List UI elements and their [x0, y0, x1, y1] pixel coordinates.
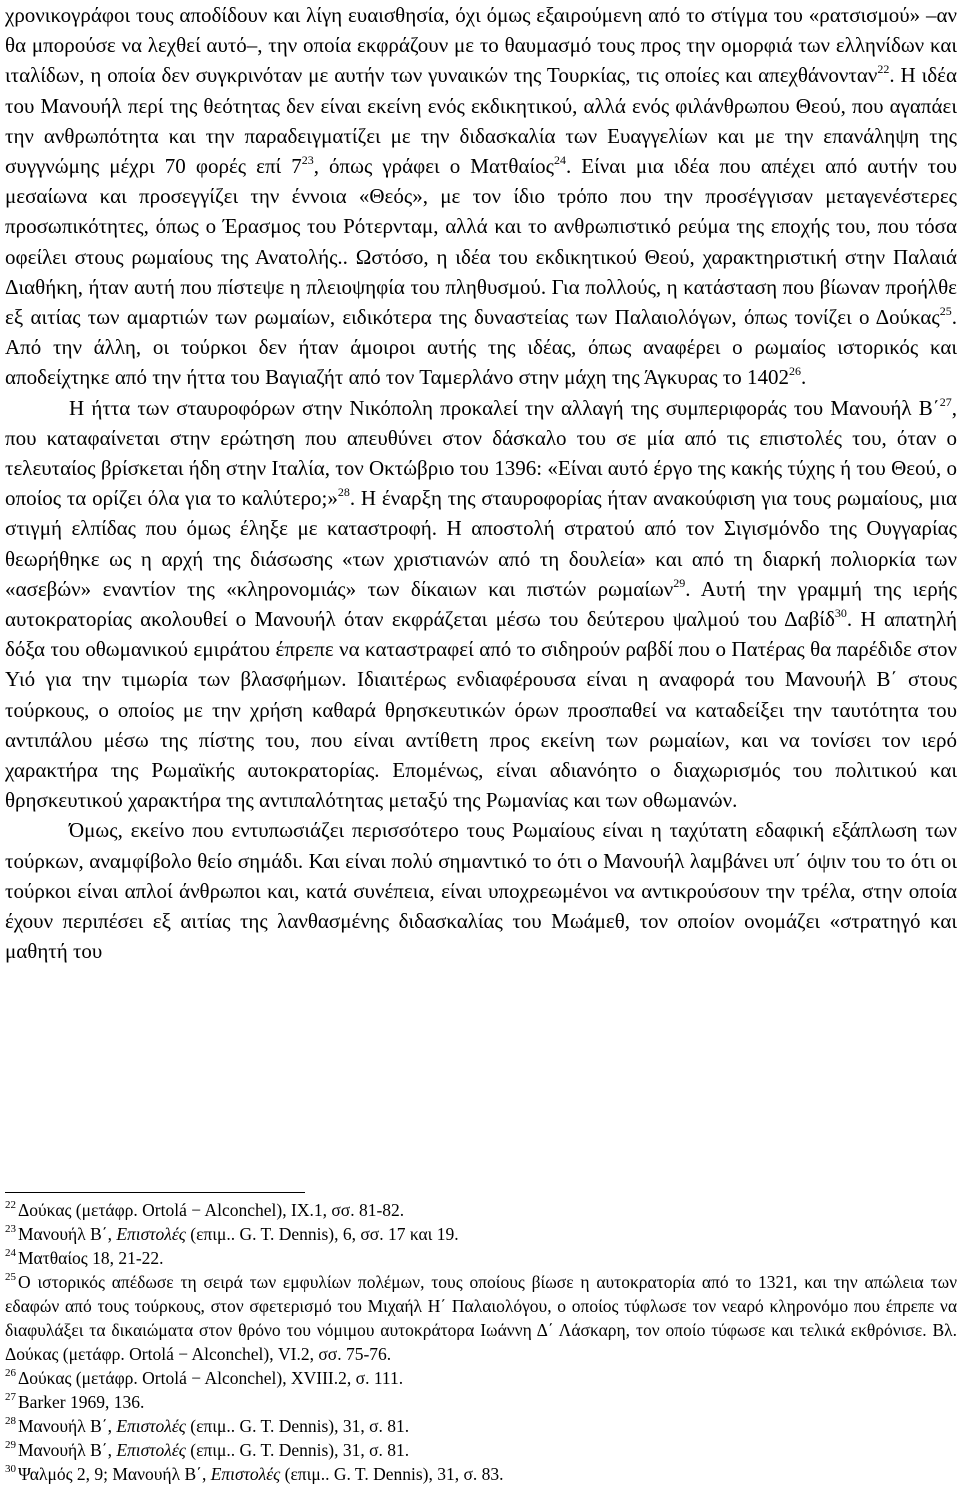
footnote-26: $^{26}$ Δούκας (μετάφρ. Ortolá − Alconchel), XVIII.2, σ. 111.: [5, 1367, 404, 1388]
paragraph-2: Η ήττα των σταυροφόρων στην Νικόπολη προκαλεί την αλλαγή της συμπεριφοράς του Μανουήλ Β΄$^{27}$, που καταφαίνεται στην ερώτηση που απευθύνει στον δάσκαλο του σε μία από τις επιστολές του, όταν ο τελευταίος βρίσκεται ήδη στην Ιταλία, τον Οκτώβριο του 1396: «Είναι αυτό έργο της κακής τύχης ή του Θεού, ο οποίος τα ορίζει όλα για το καλύτερο;»$^{28}$. Η έναρξη της σταυροφορίας ήταν ανακούφιση για τους ρωμαίους, μια στιγμή ελπίδας που όμως έληξε με καταστροφή. Η αποστολή στρατού από τον Σιγισμόνδο της Ουγγαρίας θεωρήθηκε ως η αρχή της διάσωσης «των χριστιανών από τη δουλεία» και από τη διαρκή πολιορκία των «ασεβών» εναντίον της «κληρονομιάς» των δίκαιων και πιστών ρωμαίων$^{29}$. Αυτή την γραμμή της ιερής αυτοκρατορίας ακολουθεί ο Μανουήλ όταν εκφράζεται μέσω του δεύτερου ψαλμού του Δαβίδ$^{30}$. Η απατηλή δόξα του οθωμανικού εμιράτου έπρεπε να καταστραφεί από το σιδηρούν ραβδί που ο Πατέρας θα παρέδιδε στον Υιό για την τιμωρία των βλασφήμων. Ιδιαιτέρως ενδιαφέρουσα είναι η αναφορά του Μανουήλ Β΄ στους τούρκους, ο οποίος με την χρήση καθαρά θρησκευτικών όρων προσπαθεί να καταδείξει την ταυτότητα του αντιπάλου μέσω της πίστης του, που είναι αντίθετη προς εκείνη των ρωμαίων, και να τονίσει τον ιερό χαρακτήρα της Ρωμαϊκής αυτοκρατορίας. Επομένως, είναι αδιανόητο ο διαχωρισμός του πολιτικού και θρησκευτικού χαρακτήρα της αντιπαλότητας μεταξύ της Ρωμανίας και των οθωμανών.: [5, 394, 957, 813]
footnote-ref-28[interactable]: 28: [337, 485, 350, 500]
footnote-ref-23[interactable]: 23: [301, 153, 314, 168]
footnote-29: $^{29}$ Μανουήλ Β΄, Επιστολές (επιμ.. G. T. Dennis), 31, σ. 81.: [5, 1439, 410, 1460]
document-page: [5, 0, 957, 1496]
paragraph-1: χρονικογράφοι τους αποδίδουν και λίγη ευαισθησία, όχι όμως εξαιρούμενη από το στίγμα του «ρατσισμού» –αν θα μπορούσε να λεχθεί αυτό–, την οποία εκφράζουν με το θαυμασμό τους προς την ομορφιά των ελληνίδων και ιταλίδων, η οποία δεν συγκρινόταν με αυτήν των γυναικών της Τουρκίας, τις οποίες και απεχθάνονταν$^{22}$. Η ιδέα του Μανουήλ περί της θεότητας δεν είναι εκείνη ενός εκδικητικού, αλλά ενός φιλάνθρωπου Θεού, που αγαπάει την ανθρωπότητα και την παραδειγματίζει με την διδασκαλία των Ευαγγελίων και με την επανάληψη της συγγνώμης μέχρι 70 φορές επί $7^{23}$, όπως γράφει ο Ματθαίος$^{24}$. Είναι μια ιδέα που απέχει από αυτήν του μεσαίωνα και προσεγγίζει την έννοια «Θεός», με τον ίδιο τρόπο που την προσέγγισαν μεταγενέστερες προσωπικότητες, όπως ο Έρασμος του Ρότερνταμ, αλλά και το ανθρωπιστικό ρεύμα της εποχής του, που τόσα οφείλει στους ρωμαίους της Ανατολής.. Ωστόσο, η ιδέα του εκδικητικού Θεού, χαρακτηριστική στην Παλαιά Διαθήκη, ήταν αυτή που πίστεψε η πλειοψηφία του πληθυσμού. Για πολλούς, η κατάσταση που βίωναν προήλθε εξ αιτίας των αμαρτιών των ρωμαίων, ειδικότερα της δυναστείας των Παλαιολόγων, όπως τονίζει ο Δούκας$^{25}$. Από την άλλη, οι τούρκοι δεν ήταν άμοιροι αυτής της ιδέας, όπως αναφέρει ο ρωμαίος ιστορικός και αποδείχτηκε από την ήττα του Βαγιαζήτ από τον Ταμερλάνο στην μάχη της Άγκυρας το 1402$^{26}$.: [5, 3, 958, 390]
footnote-ref-27[interactable]: 27: [939, 394, 952, 409]
footnote-25: $^{25}$ Ο ιστορικός απέδωσε τη σειρά των εμφυλίων πολέμων, τους οποίους βίωσε η αυτοκρατορία από το 1321, και την απώλεια των εδαφών από τους τούρκους, στον σφετερισμό του Μιχαήλ Η΄ Παλαιολόγου, ο οποίος τύφλωσε τον νεαρό κληρονόμο που έπρεπε να διαφυλάξει τα δικαιώματα στον θρόνο του νόμιμου αυτοκράτορα Ιωάννη Δ΄ Λάσκαρη, τον οποίο τύφωσε και τελικά εκθρόνισε. Βλ. Δούκας (μετάφρ. Ortolá − Alconchel), VI.2, σσ. 75-76.: [5, 1271, 957, 1364]
footnote-27: $^{27}$ Barker 1969, 136.: [5, 1391, 145, 1412]
footnote-24: $^{24}$ Ματθαίος 18, 21-22.: [5, 1247, 164, 1268]
footnote-22: $^{22}$ Δούκας (μετάφρ. Ortolá − Alconchel), IX.1, σσ. 81-82.: [5, 1199, 405, 1220]
footnote-ref-22[interactable]: 22: [877, 62, 890, 77]
footnote-ref-25[interactable]: 25: [939, 304, 952, 319]
footnote-ref-29[interactable]: 29: [673, 575, 686, 590]
footnote-30: $^{30}$ Ψαλμός 2, 9; Μανουήλ Β΄, Επιστολές (επιμ.. G. T. Dennis), 31, σ. 83.: [5, 1463, 504, 1484]
body-text: [5, 0, 957, 967]
footnote-ref-26[interactable]: 26: [788, 364, 801, 379]
paragraph-3: Όμως, εκείνο που εντυπωσιάζει περισσότερο τους Ρωμαίους είναι η ταχύτατη εδαφική εξάπλωση των τούρκων, αναμφίβολο θείο σημάδι. Και είναι πολύ σημαντικό το ότι ο Μανουήλ λαμβάνει υπ΄ όψιν του το ότι οι τούρκοι είναι απλοί άνθρωποι και, κατά συνέπεια, είναι υποχρεωμένοι να αντικρούσουν την τρέλα, στην οποία έχουν περιπέσει εξ αιτίας της λανθασμένης διδασκαλίας του Μωάμεθ, τον οποίον ονομάζει «στρατηγό και μαθητή του: [5, 818, 957, 964]
footnote-28: $^{28}$ Μανουήλ Β΄, Επιστολές (επιμ.. G. T. Dennis), 31, σ. 81.: [5, 1415, 410, 1436]
footnote-ref-24[interactable]: 24: [553, 153, 566, 168]
footnotes: [5, 1198, 957, 1486]
footnote-23: $^{23}$ Μανουήλ Β΄, Επιστολές (επιμ.. G. T. Dennis), 6, σσ. 17 και 19.: [5, 1223, 459, 1244]
footnote-ref-30[interactable]: 30: [834, 606, 847, 621]
footnote-separator: [5, 1192, 305, 1193]
